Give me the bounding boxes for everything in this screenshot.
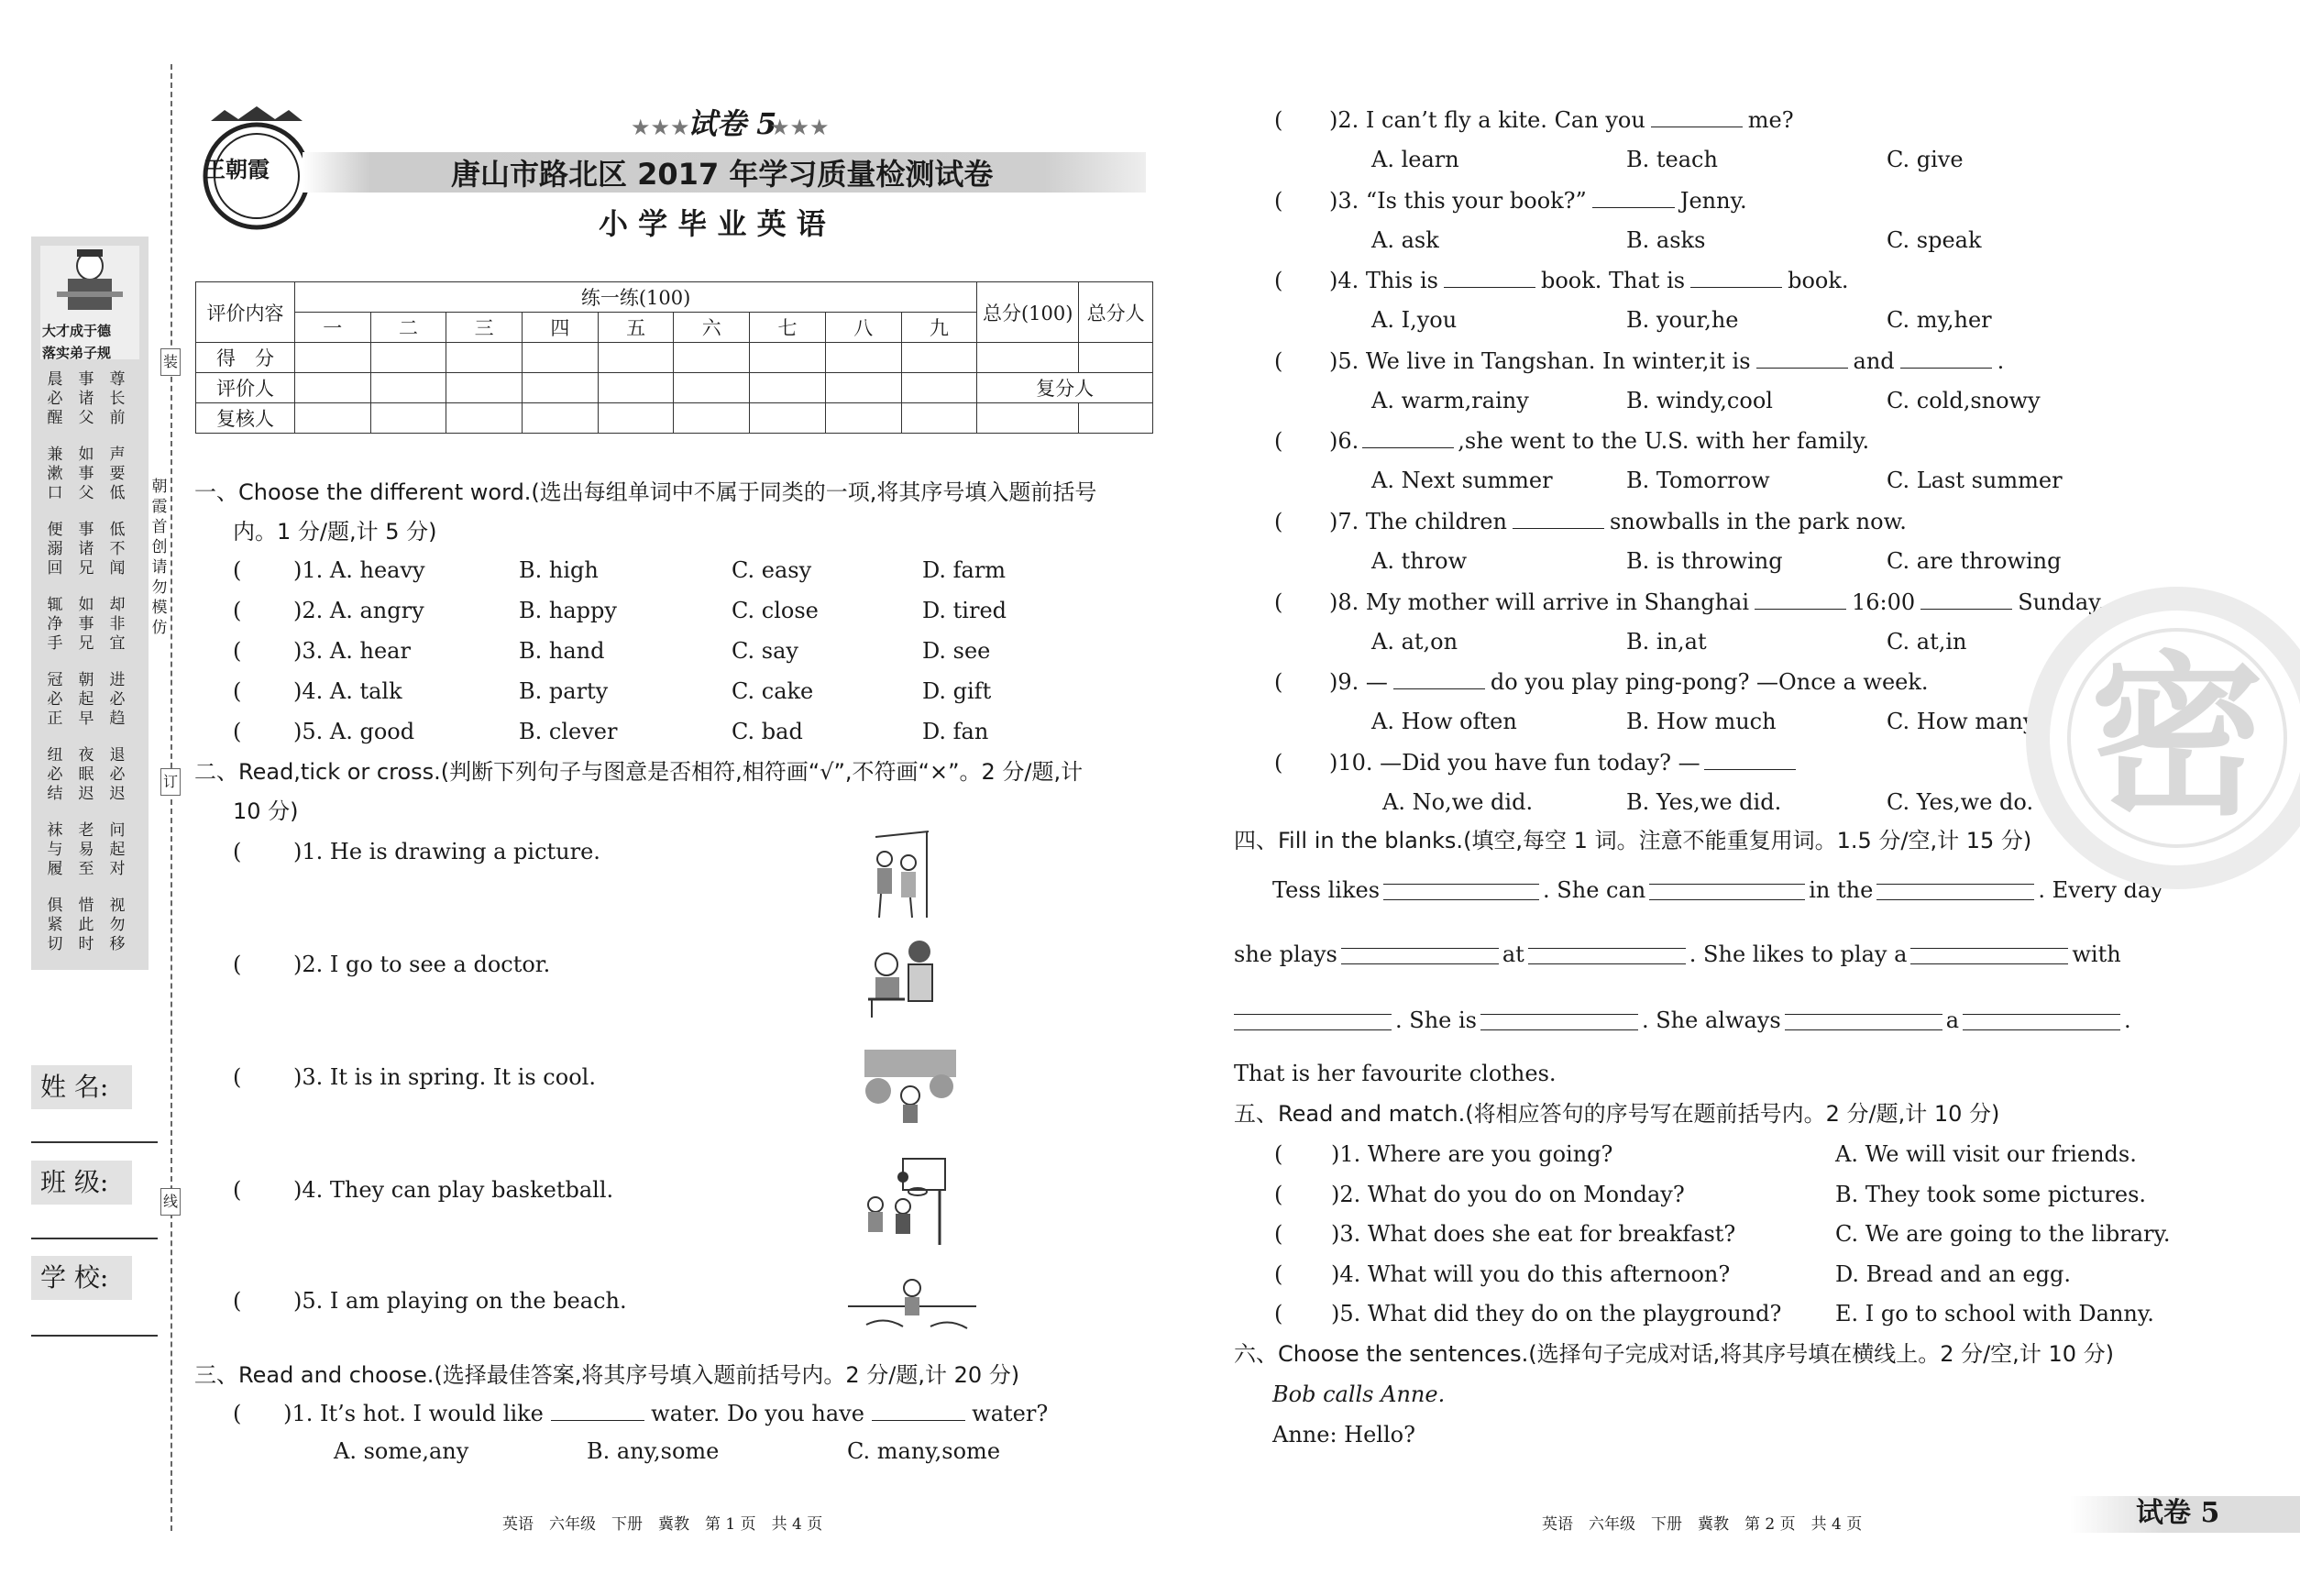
answer-bracket[interactable]: ( <box>233 1177 242 1203</box>
s1-item-c: C. cake <box>732 678 814 704</box>
s3-q9 <box>1329 668 1929 696</box>
s1-item-a: )1. A. heavy <box>293 557 425 583</box>
motto-column: 冠必正 <box>47 671 63 728</box>
blank[interactable] <box>1785 1014 1942 1030</box>
s3-q9-opt: B. How much <box>1626 709 1777 735</box>
class-label: 班 级: <box>31 1161 132 1205</box>
confidential-stamp-glyph: 密 <box>2089 636 2264 839</box>
evaluator-row-label: 评价人 <box>196 373 295 403</box>
s3-text: 16:00 <box>1852 589 1916 615</box>
answer-bracket[interactable]: ( <box>233 719 242 744</box>
score-cell[interactable] <box>901 373 977 403</box>
total-label: 总分(100) <box>977 282 1079 343</box>
score-cell[interactable] <box>825 343 901 373</box>
total-person-label: 总分人 <box>1079 282 1153 343</box>
score-cell[interactable] <box>977 343 1079 373</box>
answer-bracket[interactable]: ( <box>233 839 242 864</box>
s3-text: )4. This is <box>1329 268 1438 294</box>
s5-question: )2. What do you do on Monday? <box>1331 1181 1685 1207</box>
score-cell[interactable] <box>446 343 523 373</box>
s5-question: )4. What will you do this afternoon? <box>1331 1260 1731 1287</box>
s1-item-d: D. fan <box>922 719 989 744</box>
motto-column: 朝起早 <box>78 671 94 728</box>
blank[interactable] <box>1900 348 1992 369</box>
s1-item-b: B. happy <box>519 598 617 623</box>
s1-heading: 一、Choose the different word.(选出每组单词中不属于同类的一项,将其序号填入题前括号 <box>194 479 1097 505</box>
score-cell[interactable] <box>750 373 826 403</box>
s6-line-2: Anne: Hello? <box>1272 1422 1415 1447</box>
s3-q3 <box>1329 187 1747 215</box>
s3-q4-opt: B. your,he <box>1626 307 1739 334</box>
s1-item-b: B. hand <box>519 638 605 664</box>
score-col-header: 五 <box>598 313 674 343</box>
s3-q5 <box>1329 347 2004 375</box>
score-cell[interactable] <box>750 403 826 434</box>
answer-bracket[interactable]: ( <box>1274 1221 1283 1248</box>
answer-bracket[interactable]: ( <box>1274 1260 1283 1287</box>
s3-q4-opt: A. I,you <box>1371 307 1458 334</box>
bind-word-2: 订 <box>160 768 181 796</box>
motto-column: 低不闻 <box>109 521 126 578</box>
blank[interactable] <box>1341 948 1499 964</box>
motto-column: 晨必醒 <box>47 370 63 427</box>
footer-tag: 试卷 5 <box>2136 1497 2220 1529</box>
footer-right: 英语 六年级 下册 冀教 第 2 页 共 4 页 <box>1542 1515 1863 1534</box>
s1-item-c: C. close <box>732 598 819 623</box>
motto-column: 老易至 <box>78 821 94 878</box>
s1-item-b: B. clever <box>519 719 618 744</box>
score-col-header: 八 <box>825 313 901 343</box>
answer-bracket[interactable]: ( <box>1274 347 1283 374</box>
s5-question: )5. What did they do on the playground? <box>1331 1301 1782 1327</box>
answer-bracket[interactable]: ( <box>1274 669 1283 696</box>
s1-item-c: C. easy <box>732 557 812 583</box>
basketball-picture-icon <box>857 1155 949 1247</box>
score-cell[interactable] <box>750 343 826 373</box>
binding-cut-line <box>171 64 172 1531</box>
s1-item-a: )5. A. good <box>293 719 415 744</box>
blank[interactable] <box>551 1401 644 1421</box>
s1-heading-2: 内。1 分/题,计 5 分) <box>233 519 437 545</box>
score-cell[interactable] <box>825 373 901 403</box>
score-cell[interactable] <box>674 403 750 434</box>
s4-line-2: she plays at . She likes to play a with <box>1234 941 2121 967</box>
answer-bracket[interactable]: ( <box>233 952 242 977</box>
bind-word-3: 线 <box>160 1188 181 1216</box>
doctor-picture-icon <box>859 937 951 1019</box>
page-subtitle: 小 学 毕 业 英 语 <box>599 206 826 241</box>
score-cell[interactable] <box>446 373 523 403</box>
s3-q4-opt: C. my,her <box>1887 307 1992 334</box>
logo-text: 王朝霞 <box>204 156 270 182</box>
reviewer-row-label: 复核人 <box>196 403 295 434</box>
motto-column: 便溺回 <box>47 521 63 578</box>
s3-q5-opt: C. cold,snowy <box>1887 387 2041 413</box>
s1-item-d: D. gift <box>922 678 992 704</box>
answer-bracket[interactable]: ( <box>233 1064 242 1090</box>
blank[interactable] <box>1513 509 1604 529</box>
score-cell[interactable] <box>825 403 901 434</box>
s3-heading: 三、Read and choose.(选择最佳答案,将其序号填入题前括号内。2 分/题,计 20 分) <box>194 1362 1020 1388</box>
score-cell[interactable] <box>901 403 977 434</box>
s6-heading: 六、Choose the sentences.(选择句子完成对话,将其序号填在横线上。2 分/空,计 10 分) <box>1234 1341 2114 1367</box>
s1-item-d: D. farm <box>922 557 1007 583</box>
page-title: 唐山市路北区 2017 年学习质量检测试卷 <box>451 157 994 192</box>
s3-q10-opt: C. Yes,we do. <box>1887 788 2034 815</box>
answer-bracket[interactable]: ( <box>1274 107 1283 133</box>
score-cell[interactable] <box>523 403 599 434</box>
name-label: 姓 名: <box>31 1065 132 1109</box>
answer-bracket[interactable]: ( <box>233 678 242 704</box>
score-cell[interactable] <box>901 343 977 373</box>
review-label: 复分人 <box>977 373 1153 403</box>
s3-q7-opt: B. is throwing <box>1626 548 1783 574</box>
s5-question: )3. What does she eat for breakfast? <box>1331 1221 1736 1248</box>
s3-q2-opt: C. give <box>1887 147 1964 172</box>
blank[interactable] <box>1393 669 1485 689</box>
score-cell[interactable] <box>523 343 599 373</box>
school-field[interactable] <box>31 1335 158 1337</box>
s3-text: and <box>1853 347 1895 374</box>
s3-q10 <box>1329 749 1799 776</box>
motto-column: 如事父 <box>78 446 94 502</box>
score-col-header: 三 <box>446 313 523 343</box>
s4-line-3: . She is . She always a . <box>1234 1007 2131 1034</box>
answer-bracket[interactable]: ( <box>1274 268 1283 294</box>
blank[interactable] <box>1528 948 1686 964</box>
s3-q7 <box>1329 508 1907 535</box>
s2-item: )3. It is in spring. It is cool. <box>293 1064 596 1090</box>
s3-q9-opt: A. How often <box>1371 709 1517 735</box>
s3-q5-opt: A. warm,rainy <box>1371 387 1529 413</box>
score-col-header: 六 <box>674 313 750 343</box>
s1-item-d: D. see <box>922 638 991 664</box>
s1-item-a: )2. A. angry <box>293 598 424 623</box>
answer-bracket[interactable]: ( <box>1274 1141 1283 1167</box>
s1-item-c: C. bad <box>732 719 803 744</box>
motto-line-1: 大才成于德 <box>42 323 112 339</box>
badge-stars-left: ★★★ <box>631 115 690 140</box>
motto-column: 袜与履 <box>47 821 63 878</box>
answer-bracket[interactable]: ( <box>1274 589 1283 615</box>
blank[interactable] <box>872 1401 965 1421</box>
s3-q3-opt: B. asks <box>1626 226 1706 253</box>
score-col-header: 一 <box>294 313 370 343</box>
answer-bracket[interactable]: ( <box>233 557 242 583</box>
motto-column: 夜眠迟 <box>78 746 94 803</box>
s3-q5-opt: B. windy,cool <box>1626 387 1773 413</box>
motto-column: 俱紧切 <box>47 897 63 953</box>
blank[interactable] <box>1592 188 1675 208</box>
s1-item-c: C. say <box>732 638 798 664</box>
blank[interactable] <box>1690 268 1782 288</box>
motto-column: 退必迟 <box>109 746 126 803</box>
s5-answer: D. Bread and an egg. <box>1835 1260 2071 1287</box>
s3-text: book. <box>1788 268 1849 294</box>
s3-text: )5. We live in Tangshan. In winter,it is <box>1329 347 1751 374</box>
s3-q1-opt-c: C. many,some <box>847 1438 1001 1464</box>
s3-q3-opt: C. speak <box>1887 226 1982 253</box>
s5-answer: A. We will visit our friends. <box>1835 1141 2137 1167</box>
s3-q8-opt: B. in,at <box>1626 628 1707 655</box>
motto-column: 问起对 <box>109 821 126 878</box>
s3-q2-opt: B. teach <box>1626 147 1718 172</box>
blank[interactable] <box>1756 348 1848 369</box>
s3-text: Jenny. <box>1679 187 1747 214</box>
score-col-header: 七 <box>750 313 826 343</box>
s2-item: )5. I am playing on the beach. <box>293 1288 627 1314</box>
s3-q6-opt: B. Tomorrow <box>1626 468 1770 494</box>
practice-label: 练一练(100) <box>294 282 976 313</box>
answer-bracket[interactable]: ( <box>233 598 242 623</box>
motto-column: 事诸兄 <box>78 521 94 578</box>
score-cell[interactable] <box>294 343 370 373</box>
blank[interactable] <box>1649 884 1805 900</box>
s1-item-b: B. high <box>519 557 599 583</box>
s5-question: )1. Where are you going? <box>1331 1141 1613 1167</box>
s2-heading-2: 10 分) <box>233 798 299 824</box>
score-cell[interactable] <box>1079 403 1153 434</box>
badge: 试卷 5 <box>688 106 777 141</box>
s3-q9-opt: C. How many <box>1887 709 2036 735</box>
s3-q1-opt-a: A. some,any <box>334 1438 469 1464</box>
blank[interactable] <box>1876 884 2034 900</box>
score-cell[interactable] <box>674 373 750 403</box>
spring-picture-icon <box>864 1050 956 1128</box>
s4-line-4: That is her favourite clothes. <box>1234 1061 1557 1086</box>
score-cell[interactable] <box>294 373 370 403</box>
s3-q7-opt: C. are throwing <box>1887 548 2062 574</box>
answer-bracket[interactable]: ( <box>1274 428 1283 455</box>
s3-q1-opt-b: B. any,some <box>587 1438 720 1464</box>
s1-item-a: )4. A. talk <box>293 678 402 704</box>
score-cell[interactable] <box>523 373 599 403</box>
motto-column: 却非宜 <box>109 596 126 653</box>
class-field[interactable] <box>31 1238 158 1239</box>
s3-text: me? <box>1747 107 1794 133</box>
s3-q4 <box>1329 267 1849 294</box>
footer-left: 英语 六年级 下册 冀教 第 1 页 共 4 页 <box>502 1515 823 1534</box>
motto-column: 如事兄 <box>78 596 94 653</box>
s3-text: )10. —Did you have fun today? — <box>1329 749 1700 776</box>
s3-q6-opt: C. Last summer <box>1887 468 2063 494</box>
score-cell[interactable] <box>598 373 674 403</box>
s3-q2-opt: A. learn <box>1371 147 1459 172</box>
s1-item-d: D. tired <box>922 598 1007 623</box>
answer-bracket[interactable]: ( <box>233 638 242 664</box>
s5-answer: C. We are going to the library. <box>1835 1221 2171 1248</box>
blank[interactable] <box>1704 750 1796 770</box>
s3-text: . <box>1997 347 2005 374</box>
score-cell[interactable] <box>598 403 674 434</box>
answer-bracket[interactable]: ( <box>233 1288 242 1314</box>
score-row-label: 得 分 <box>196 343 295 373</box>
motto-column: 尊长前 <box>109 370 126 427</box>
s4-heading: 四、Fill in the blanks.(填空,每空 1 词。注意不能重复用词。1.5 分/空,计 15 分) <box>1234 828 2032 853</box>
blank[interactable] <box>1234 1014 1392 1030</box>
s3-q10-opt: A. No,we did. <box>1382 788 1534 815</box>
badge-stars-right: ★★★ <box>770 115 830 140</box>
motto-column: 兼漱口 <box>47 446 63 502</box>
s3-text: )6. <box>1329 428 1359 455</box>
s3-q8-opt: C. at,in <box>1887 628 1967 655</box>
drawing-picture-icon <box>857 830 930 921</box>
s3-q7-opt: A. throw <box>1371 548 1468 574</box>
score-cell[interactable] <box>446 403 523 434</box>
answer-bracket[interactable]: ( <box>1274 749 1283 776</box>
s3-q3-opt: A. ask <box>1371 226 1439 253</box>
score-cell[interactable] <box>598 343 674 373</box>
s5-answer: E. I go to school with Danny. <box>1835 1301 2154 1327</box>
s3-text: do you play ping-pong? —Once a week. <box>1490 669 1929 696</box>
motto-column: 辄净手 <box>47 596 63 653</box>
score-col-header: 九 <box>901 313 977 343</box>
s1-item-a: )3. A. hear <box>293 638 411 664</box>
s3-q10-opt: B. Yes,we did. <box>1626 788 1782 815</box>
score-cell[interactable] <box>294 403 370 434</box>
motto-column: 惜此时 <box>78 897 94 953</box>
blank[interactable] <box>1920 589 2012 610</box>
blank[interactable] <box>1755 589 1846 610</box>
scholar-icon <box>40 246 139 319</box>
score-cell[interactable] <box>370 373 446 403</box>
s1-item-b: B. party <box>519 678 609 704</box>
motto-column: 进必趋 <box>109 671 126 728</box>
score-cell[interactable] <box>370 403 446 434</box>
score-cell[interactable] <box>674 343 750 373</box>
s2-item: )4. They can play basketball. <box>293 1177 614 1203</box>
answer-bracket[interactable]: ( <box>1274 1301 1283 1327</box>
s3-q8-opt: A. at,on <box>1371 628 1458 655</box>
answer-bracket[interactable]: ( <box>1274 187 1283 214</box>
s3-q1: ( )1. It’s hot. I would like water. Do you have water? <box>233 1401 1049 1426</box>
answer-bracket[interactable]: ( <box>1274 1181 1283 1207</box>
motto-column: 事诸父 <box>78 370 94 427</box>
blank[interactable] <box>1444 268 1535 288</box>
score-cell[interactable] <box>977 403 1079 434</box>
s4-line-1: Tess likes . She can in the . Every day <box>1272 877 2163 903</box>
s5-heading: 五、Read and match.(将相应答句的序号写在题前括号内。2 分/题,计 10 分) <box>1234 1101 2000 1127</box>
school-label: 学 校: <box>31 1256 132 1300</box>
s3-text: snowballs in the park now. <box>1609 509 1907 534</box>
s2-item: )2. I go to see a doctor. <box>293 952 551 977</box>
eval-content-label: 评价内容 <box>196 282 295 343</box>
motto-line-2: 落实弟子规 <box>42 345 112 361</box>
s3-text: ,she went to the U.S. with her family. <box>1458 428 1870 455</box>
name-field[interactable] <box>31 1141 158 1143</box>
s3-text: )7. The children <box>1329 509 1507 534</box>
s6-line-1: Bob calls Anne. <box>1272 1381 1446 1407</box>
motto-column: 声要低 <box>109 446 126 502</box>
s3-q8 <box>1329 589 2105 616</box>
s2-item: )1. He is drawing a picture. <box>293 839 600 864</box>
s2-heading: 二、Read,tick or cross.(判断下列句子与图意是否相符,相符画“√”,不符画“×”。2 分/题,计 <box>194 759 1084 785</box>
motto-column: 纽必结 <box>47 746 63 803</box>
score-table <box>195 281 1153 434</box>
bind-word-1: 装 <box>160 348 181 376</box>
blank[interactable] <box>1963 1014 2120 1030</box>
beach-picture-icon <box>848 1270 976 1343</box>
s3-text: )3. “Is this your book?” <box>1329 187 1587 214</box>
score-cell[interactable] <box>370 343 446 373</box>
s3-q6 <box>1329 427 1869 455</box>
blank[interactable] <box>1910 948 2068 964</box>
s3-text: book. That is <box>1540 268 1686 294</box>
s3-q2 <box>1329 106 1794 134</box>
s3-q6-opt: A. Next summer <box>1371 468 1553 494</box>
answer-bracket[interactable]: ( <box>1274 509 1283 534</box>
blank[interactable] <box>1383 884 1539 900</box>
score-col-header: 四 <box>523 313 599 343</box>
s3-text: Sunday. <box>2018 589 2106 615</box>
motto-column: 视勿移 <box>109 897 126 953</box>
score-cell[interactable] <box>1079 343 1153 373</box>
s5-answer: B. They took some pictures. <box>1835 1181 2147 1207</box>
score-col-header: 二 <box>370 313 446 343</box>
copyright-notice: 朝霞首创 请勿模仿 <box>151 478 168 637</box>
s3-text: )9. — <box>1329 669 1388 696</box>
s3-text: )2. I can’t fly a kite. Can you <box>1329 107 1645 133</box>
blank[interactable] <box>1651 107 1743 127</box>
blank[interactable] <box>1480 1014 1638 1030</box>
s3-text: )8. My mother will arrive in Shanghai <box>1329 589 1750 615</box>
blank[interactable] <box>1362 428 1454 448</box>
